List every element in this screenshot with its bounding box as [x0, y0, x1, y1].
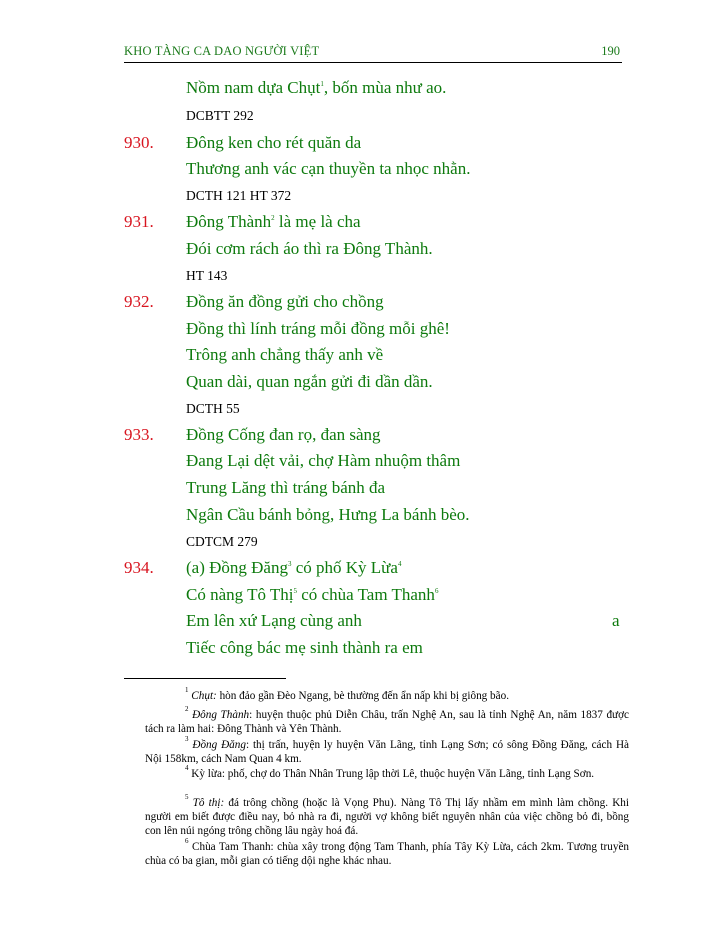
verse-line: Đồng thì lính tráng mỗi đồng mỗi ghê!	[186, 319, 450, 338]
verse-source: HT 143	[186, 268, 228, 283]
verse-source: CDTCM 279	[186, 534, 258, 549]
verse-line: Trung Lăng thì tráng bánh đa	[186, 478, 386, 497]
verse-source: DCBTT 292	[186, 108, 254, 123]
page-number: 190	[601, 44, 620, 58]
verse-number: 930.	[124, 133, 154, 152]
verse-number: 932.	[124, 292, 154, 311]
footnote: $^4$ Kỳ lừa: phố, chợ do Thân Nhân Trung lập thời Lê, thuộc huyện Văn Lãng, tỉnh Lạng Sơn.	[185, 764, 595, 780]
verse-line: Đói cơm rách áo thì ra Đông Thành.	[186, 239, 433, 258]
verse-line: Tiếc công bác mẹ sinh thành ra em	[186, 638, 423, 657]
verse-source: DCTH 121 HT 372	[186, 188, 292, 203]
footnote-separator	[124, 678, 286, 679]
verse-source: DCTH 55	[186, 401, 240, 416]
verse-line: Em lên xứ Lạng cùng anh	[186, 611, 362, 630]
footnote: $^5$ Tô thị: đá trông chồng (hoặc là Vọng Phu). Nàng Tô Thị lấy nhầm em mình làm chồng. Khi người em biết được điều nay, bỏ nhà ra đi, người vợ không biết nguyên nhân của việc chồng bỏ đi, bồng con lên núi ngóng trông chồng lâu ngày hoá đá.	[145, 793, 630, 837]
verse-line: Đồng ăn đồng gửi cho chồng	[186, 292, 384, 311]
page-header	[124, 44, 622, 63]
verse-number: 931.	[124, 212, 154, 231]
footnote: $^2$ Đông Thành: huyện thuộc phủ Diễn Châu, trấn Nghệ An, sau là tỉnh Nghệ An, năm 1837 được tách ra làm hai: Đông Thành và Yên Thành.	[145, 705, 629, 735]
footnote: $^1$ Chụt: hòn đảo gần Đèo Ngang, bè thường đến ẩn nấp khi bị giông bão.	[185, 686, 510, 702]
verse-line: Nồm nam dựa Chụt$^1$, bốn mùa như ao.	[186, 78, 447, 97]
footnote: $^3$ Đồng Đăng: thị trấn, huyện ly huyện Văn Lãng, tỉnh Lạng Sơn; có sông Đồng Đăng, cách Hà Nội 158km, cách Nam Quan 4 km.	[145, 735, 629, 765]
footnote: $^6$ Chùa Tam Thanh: chùa xây trong động Tam Thanh, phía Tây Kỳ Lừa, cách 2km. Tương truyền chùa có ba gian, mỗi gian có tiếng dội nghe khác nhau.	[145, 837, 630, 867]
verse-line: (a) Đồng Đăng$^3$ có phố Kỳ Lừa$^4$	[186, 558, 402, 577]
verse-line: Có nàng Tô Thị$^5$ có chùa Tam Thanh$^6$	[186, 585, 439, 604]
verse-line: Đông Thành$^2$ là mẹ là cha	[186, 212, 361, 231]
verse-line: Đang Lại dệt vải, chợ Hàm nhuộm thâm	[186, 451, 461, 470]
verse-line: Đồng Cống đan rọ, đan sàng	[186, 425, 381, 444]
verse-line: Đông ken cho rét quăn da	[186, 133, 362, 152]
verse-number: 934.	[124, 558, 154, 577]
verse-number: 933.	[124, 425, 154, 444]
verse-line: Thương anh vác cạn thuyền ta nhọc nhằn.	[186, 159, 471, 178]
book-title: KHO TÀNG CA DAO NGƯỜI VIỆT	[124, 44, 320, 58]
stray-character: a	[612, 611, 620, 630]
verse-line: Trông anh chẳng thấy anh về	[186, 345, 384, 364]
verse-line: Ngân Cầu bánh bỏng, Hưng La bánh bèo.	[186, 505, 470, 524]
verse-line: Quan dài, quan ngắn gửi đi dần dần.	[186, 372, 433, 391]
